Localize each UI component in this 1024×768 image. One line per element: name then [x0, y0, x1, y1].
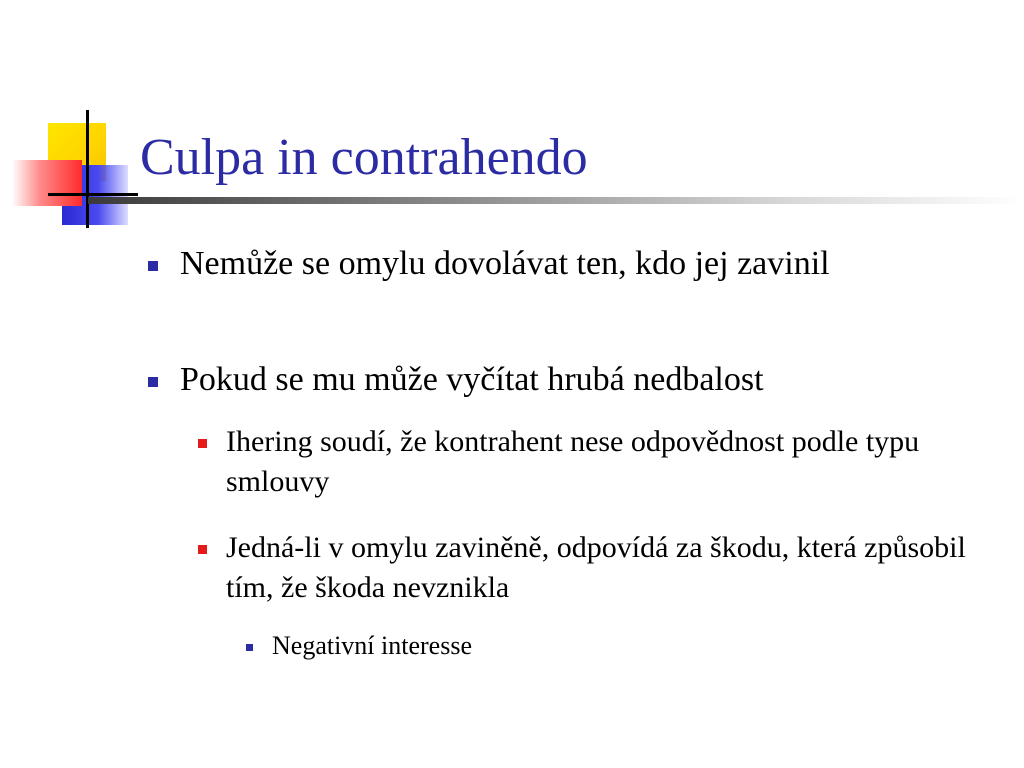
square-bullet-icon	[198, 439, 207, 448]
bullet-text: Ihering soudí, že kontrahent nese odpovědnost podle typu smlouvy	[226, 425, 920, 498]
square-bullet-icon	[148, 377, 158, 387]
sub-sub-bullet-item	[272, 629, 992, 663]
bullet-item	[180, 357, 970, 403]
square-bullet-icon	[148, 261, 158, 271]
square-bullet-icon	[198, 545, 207, 554]
bullet-text: Nemůže se omylu dovolávat ten, kdo jej zavinil	[180, 245, 830, 282]
square-bullet-icon	[246, 644, 253, 651]
bullet-item	[180, 241, 970, 287]
bullet-text: Jedná-li v omylu zaviněně, odpovídá za škodu, která způsobil tím, že škoda nevznikla	[226, 531, 966, 604]
sub-bullet-item	[226, 422, 996, 502]
sub-bullet-item	[226, 528, 996, 608]
bullet-text: Pokud se mu může vyčítat hrubá nedbalost	[180, 361, 764, 398]
slide-title: Culpa in contrahendo	[140, 129, 588, 186]
bullet-text: Negativní interesse	[272, 631, 472, 660]
